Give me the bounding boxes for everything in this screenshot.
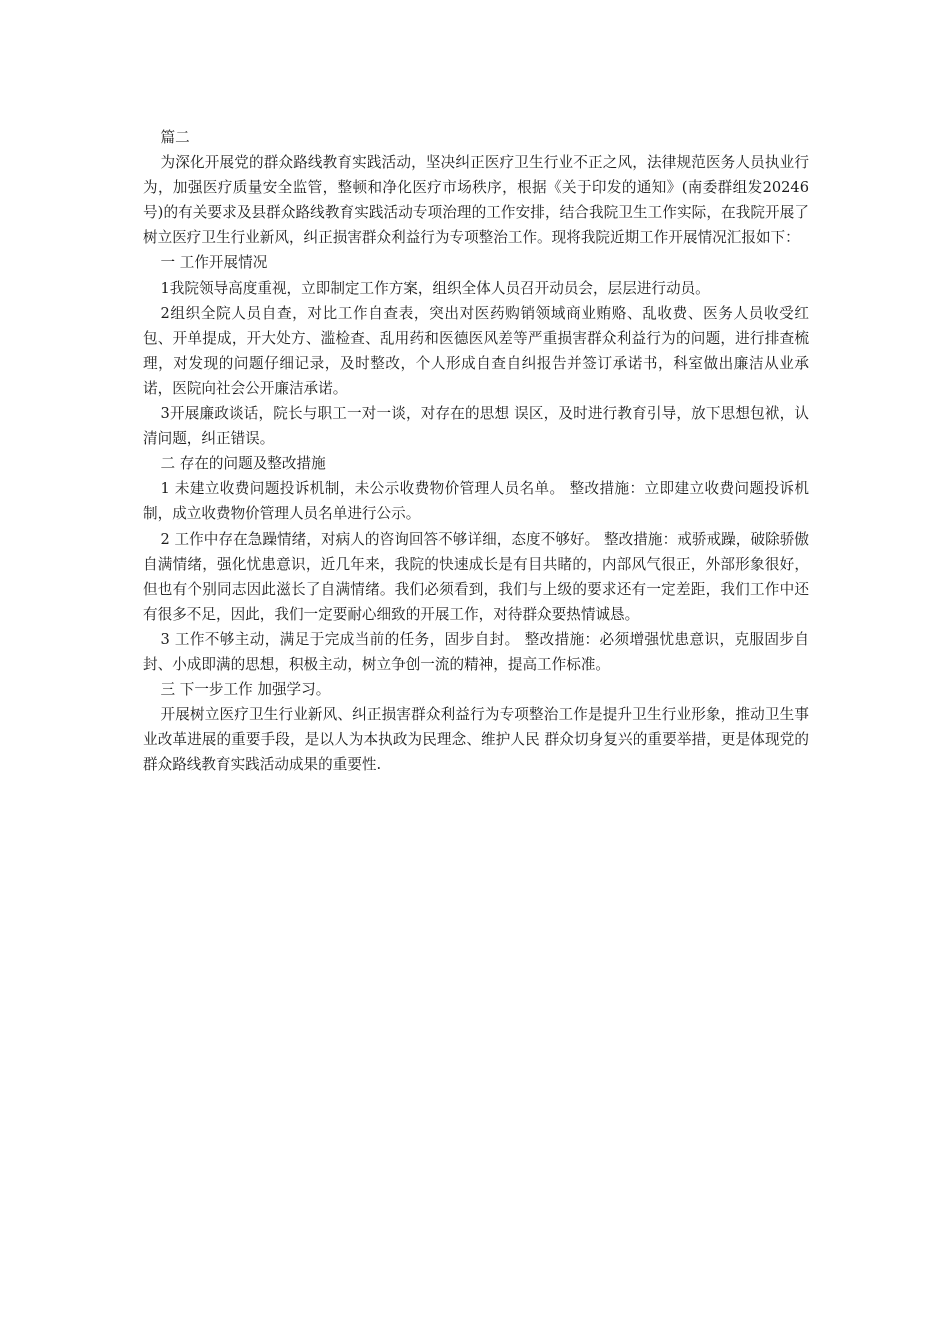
section2-heading: 二 存在的问题及整改措施 [160,455,326,473]
intro-paragraph: 为深化开展党的群众路线教育实践活动，坚决纠正医疗卫生行业不正之风，法律规范医务人员执业行为，加强医疗质量安全监管，整顿和净化医疗市场秩序，根据《关于印发的通知》(南委群组发20246号)的有关要求及县群众路线教育实践活动专项治理的工作安排，结合我院卫生工作实际，在我院开展了树立医疗卫生行业新风，纠正损害群众利益行为专项整治工作。现将我院近期工作开展情况汇报如下： [143,154,809,247]
section3-item: 开展树立医疗卫生行业新风、纠正损害群众利益行为专项整治工作是提升卫生行业形象，推动卫生事业改革进展的重要手段，是以人为本执政为民理念、维护人民 群众切身复兴的重要举措，更是体现党的群众路线教育实践活动成果的重要性. [143,706,809,774]
section2-item: 3 工作不够主动，满足于完成当前的任务，固步自封。 整改措施：必须增强忧患意识，克服固步自封、小成即满的思想，积极主动，树立争创一流的精神，提高工作标准。 [143,630,809,673]
section2-item: 2 工作中存在急躁情绪，对病人的咨询回答不够详细，态度不够好。 整改措施：戒骄戒躁，破除骄傲自满情绪，强化忧患意识，近几年来，我院的快速成长是有目共睹的，内部风气很正，外部形象很好，但也有个别同志因此滋长了自满情绪。我们必须看到，我们与上级的要求还有一定差距，我们工作中还有很多不足，因此，我们一定要耐心细致的开展工作，对待群众要热情诚恳。 [143,530,809,623]
section1-item: 1我院领导高度重视，立即制定工作方案，组织全体人员召开动员会，层层进行动员。 [160,279,710,297]
section1-item: 2组织全院人员自查，对比工作自查表，突出对医药购销领域商业贿赂、乱收费、医务人员收受红包、开单提成，开大处方、滥检查、乱用药和医德医风差等严重损害群众利益行为的问题，进行排查梳理，对发现的问题仔细记录，及时整改，个人形成自查自纠报告并签订承诺书，科室做出廉洁从业承诺，医院向社会公开廉洁承诺。 [143,304,809,397]
section1-item: 3开展廉政谈话，院长与职工一对一谈，对存在的思想 误区，及时进行教育引导，放下思想包袱，认清问题，纠正错误。 [143,405,809,448]
section2-item: 1 未建立收费问题投诉机制，未公示收费物价管理人员名单。 整改措施：立即建立收费问题投诉机制，成立收费物价管理人员名单进行公示。 [143,480,809,523]
section1-heading: 一 工作开展情况 [160,254,268,272]
section3-heading: 三 下一步工作 加强学习。 [160,681,331,699]
document-body [143,125,809,777]
document-title: 篇二 [160,129,190,146]
